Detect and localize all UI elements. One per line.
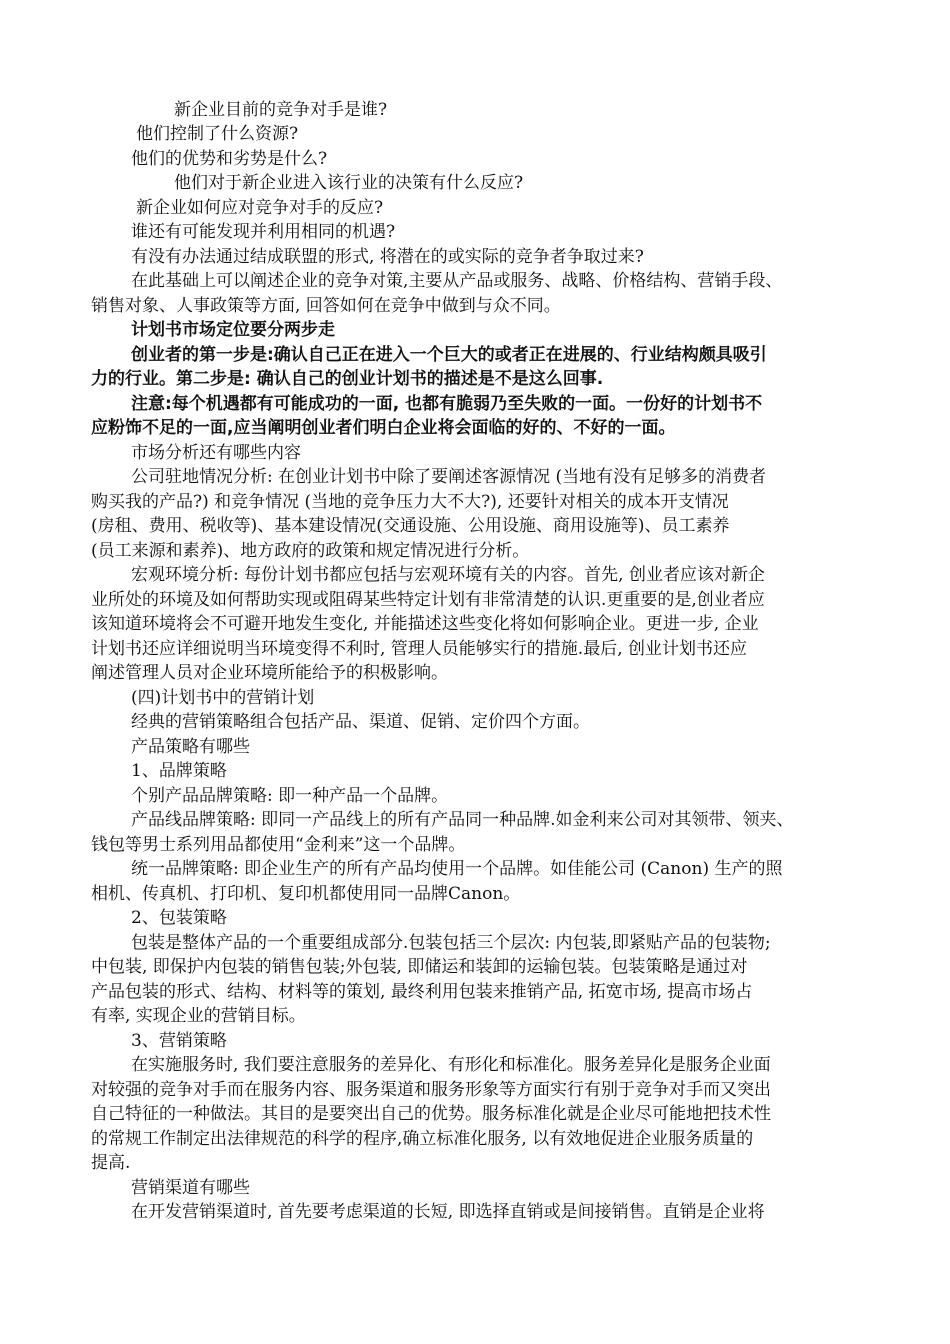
text-line: 对较强的竞争对手而在服务内容、服务渠道和服务形象等方面实行有别于竞争对手而又突出	[91, 1080, 771, 1100]
text-line: 他们控制了什么资源?	[136, 124, 299, 144]
text-line: 个别产品品牌策略: 即一种产品一个品牌。	[131, 786, 449, 806]
bold-text-line: 应粉饰不足的一面,应当阐明创业者们明白企业将会面临的好的、不好的一面。	[91, 418, 676, 438]
text-line: 在此基础上可以阐述企业的竞争对策,主要从产品或服务、战略、价格结构、营销手段、	[131, 271, 783, 291]
text-line: 宏观环境分析: 每份计划书都应包括与宏观环境有关的内容。首先, 创业者应该对新企	[131, 565, 765, 585]
text-line: 谁还有可能发现并利用相同的机遇?	[131, 222, 396, 242]
text-line: 在实施服务时, 我们要注意服务的差异化、有形化和标准化。服务差异化是服务企业面	[131, 1055, 771, 1075]
bold-text-line: 注意:每个机遇都有可能成功的一面, 也都有脆弱乃至失败的一面。一份好的计划书不	[131, 394, 763, 414]
text-line: 该知道环境将会不可避开地发生变化, 并能描述这些变化将如何影响企业。更进一步, 企业	[91, 614, 759, 634]
section-heading: 3、营销策略	[131, 1031, 227, 1051]
text-line: 的常规工作制定出法律规范的科学的程序,确立标准化服务, 以有效地促进企业服务质量的	[91, 1129, 754, 1149]
text-line: 提高.	[91, 1153, 131, 1173]
bold-text-line: 力的行业。第二步是: 确认自己的创业计划书的描述是不是这么回事.	[91, 369, 604, 389]
section-heading: 市场分析还有哪些内容	[131, 443, 301, 463]
text-line: 钱包等男士系列用品都使用“金利来”这一个品牌。	[91, 835, 466, 855]
text-line: 阐述管理人员对企业环境所能给予的积极影响。	[91, 663, 448, 683]
section-heading: 产品策略有哪些	[131, 737, 250, 757]
text-line: 新企业如何应对竞争对手的反应?	[136, 198, 384, 218]
section-heading: 1、品牌策略	[131, 761, 227, 781]
text-line: 购买我的产品?) 和竞争情况 (当地的竞争压力大不大?), 还要针对相关的成本开支情况	[91, 492, 729, 512]
text-line: 新企业目前的竞争对手是谁?	[174, 100, 388, 120]
text-line: 自己特征的一种做法。其目的是要突出自己的优势。服务标准化就是企业尽可能地把技术性	[91, 1104, 771, 1124]
text-line: 经典的营销策略组合包括产品、渠道、促销、定价四个方面。	[131, 712, 590, 732]
text-line: 公司驻地情况分析: 在创业计划书中除了要阐述客源情况 (当地有没有足够多的消费者	[131, 467, 767, 487]
text-line: (房租、费用、税收等)、基本建设情况(交通设施、公用设施、商用设施等)、员工素养	[91, 516, 730, 536]
text-line: 相机、传真机、打印机、复印机都使用同一品牌Canon。	[91, 884, 521, 904]
text-line: 产品包装的形式、结构、材料等的策划, 最终利用包装来推销产品, 拓宽市场, 提高市场占	[91, 982, 753, 1002]
text-line: 包装是整体产品的一个重要组成部分.包装包括三个层次: 内包装,即紧贴产品的包装物;	[131, 933, 771, 953]
text-line: 中包装, 即保护内包装的销售包装;外包装, 即储运和装卸的运输包装。包装策略是通过对	[91, 957, 748, 977]
text-line: 销售对象、人事政策等方面, 回答如何在竞争中做到与众不同。	[91, 296, 561, 316]
text-line: 在开发营销渠道时, 首先要考虑渠道的长短, 即选择直销或是间接销售。直销是企业将	[131, 1202, 765, 1222]
text-line: 业所处的环境及如何帮助实现或阻碍某些特定计划有非常清楚的认识.更重要的是,创业者应	[91, 590, 765, 610]
text-line: 计划书还应详细说明当环境变得不利时, 管理人员能够实行的措施.最后, 创业计划书还应	[91, 639, 748, 659]
section-heading: (四)计划书中的营销计划	[131, 688, 315, 708]
text-line: 他们的优势和劣势是什么?	[131, 149, 328, 169]
bold-text-line: 创业者的第一步是:确认自己正在进入一个巨大的或者正在进展的、行业结构颇具吸引	[131, 345, 767, 365]
section-heading: 营销渠道有哪些	[131, 1178, 250, 1198]
text-line: 产品线品牌策略: 即同一产品线上的所有产品同一种品牌.如金利来公司对其领带、领夹、	[131, 810, 794, 830]
section-heading: 2、包装策略	[131, 908, 227, 928]
text-line: 有没有办法通过结成联盟的形式, 将潜在的或实际的竞争者争取过来?	[131, 247, 644, 267]
text-line: 他们对于新企业进入该行业的决策有什么反应?	[174, 173, 524, 193]
text-line: (员工来源和素养)、地方政府的政策和规定情况进行分析。	[91, 541, 530, 561]
section-heading: 计划书市场定位要分两步走	[131, 320, 335, 340]
text-line: 统一品牌策略: 即企业生产的所有产品均使用一个品牌。如佳能公司 (Canon) 生产的照	[131, 859, 783, 879]
text-line: 有率, 实现企业的营销目标。	[91, 1006, 306, 1026]
